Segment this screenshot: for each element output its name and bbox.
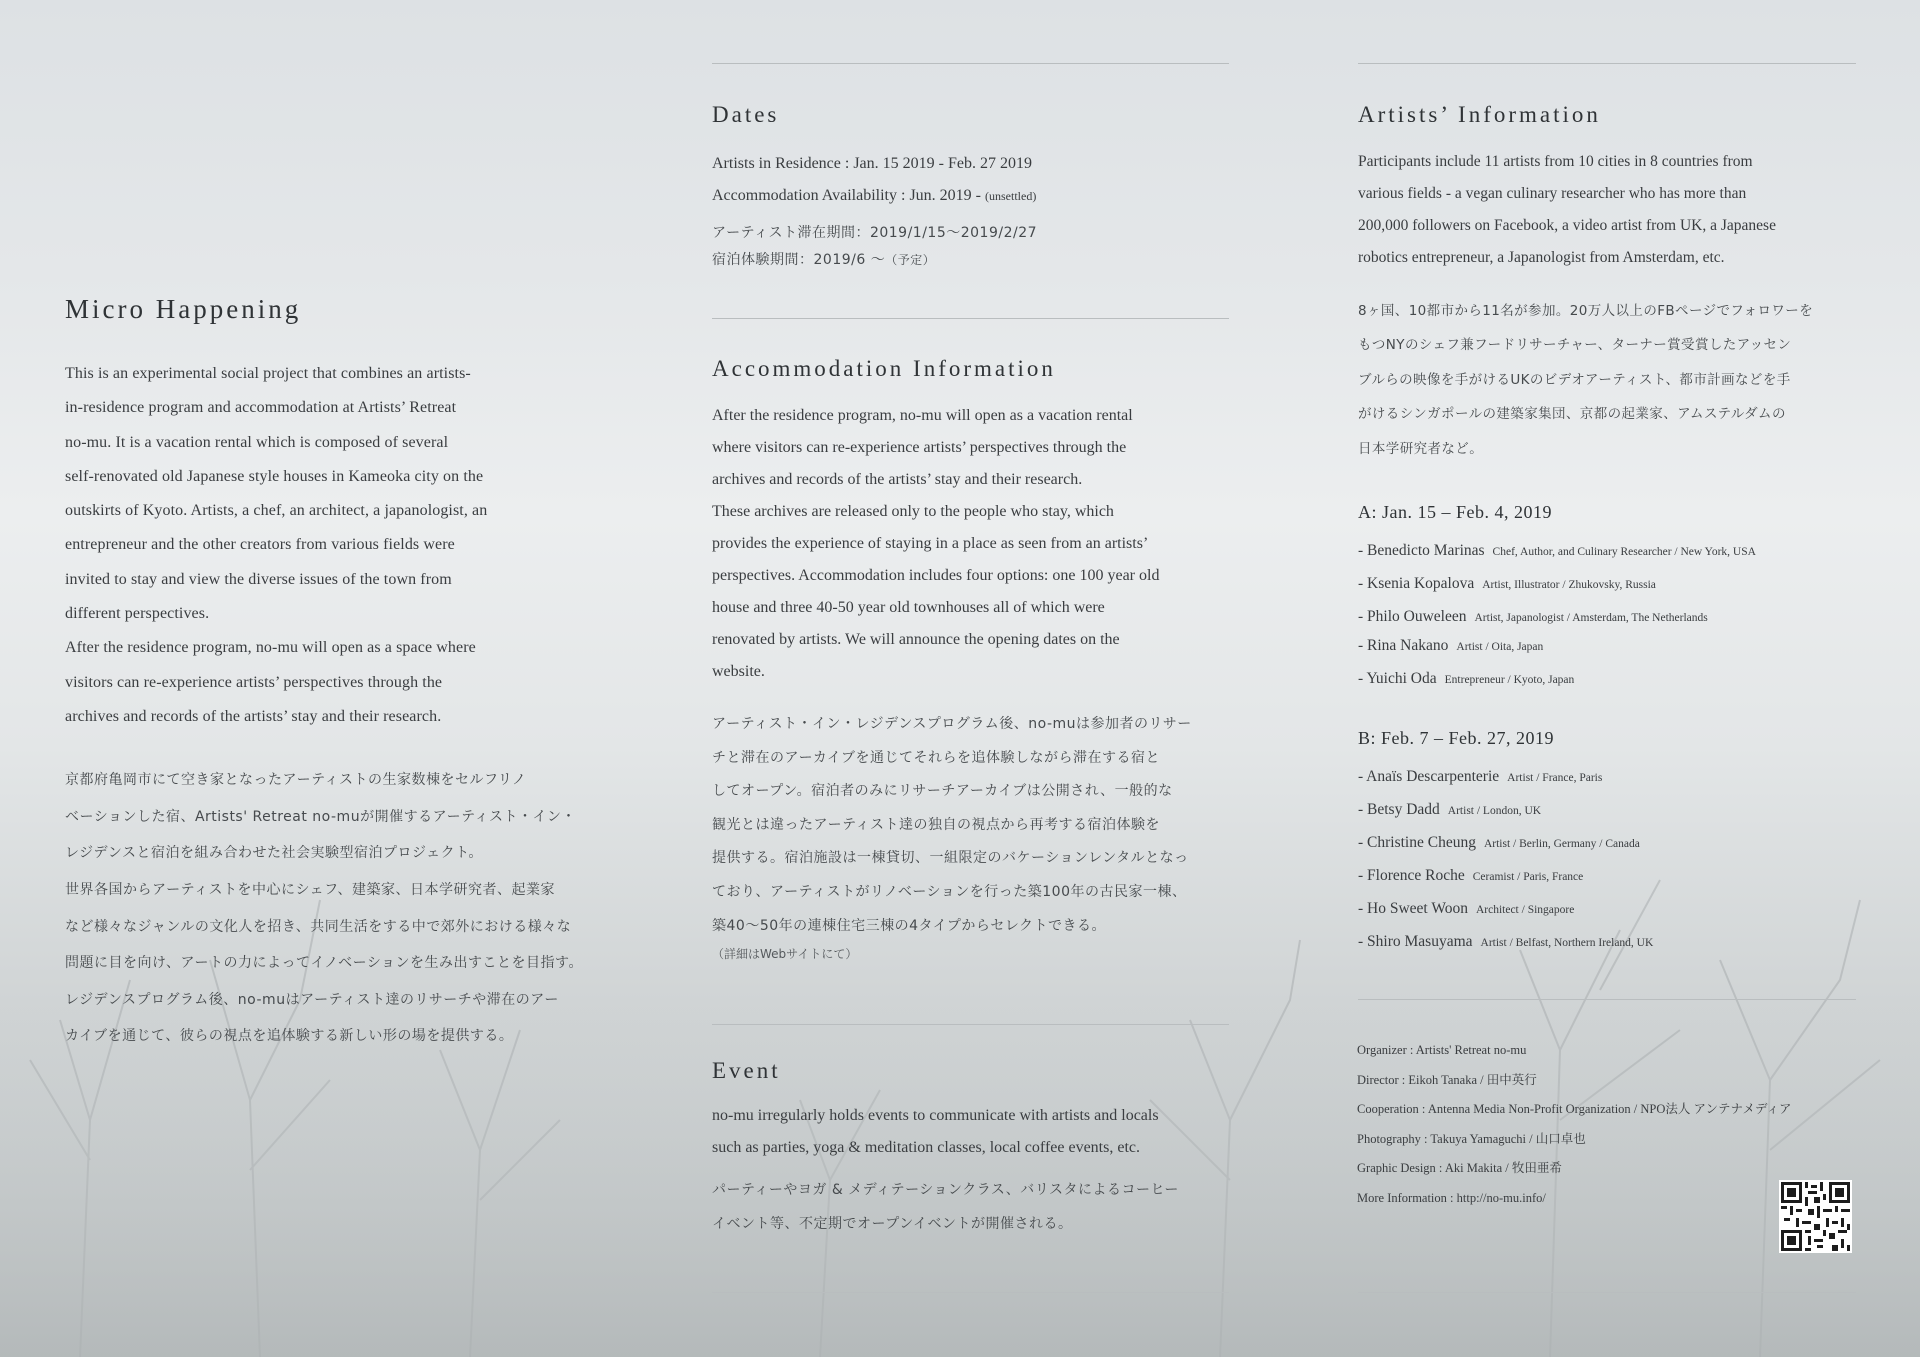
divider <box>712 1024 1229 1025</box>
organizer-credit: Organizer : Artists' Retreat no-mu <box>1357 1043 1527 1057</box>
divider <box>712 1292 1229 1293</box>
text-line: レジデンスプログラム後、no-muはアーティスト達のリサーチや滞在のアー <box>65 991 559 1008</box>
english-description <box>65 357 585 734</box>
group-a <box>1358 502 1878 690</box>
text-line: チと滞在のアーカイブを通じてそれらを追体験しながら滞在する宿と <box>712 749 1160 766</box>
text-line: 京都府亀岡市にて空き家となったアーティストの生家数棟をセルフリノ <box>65 772 527 789</box>
text-line: 築40〜50年の連棟住宅三棟の4タイプからセレクトできる。 <box>712 917 1107 934</box>
accommodation-section <box>712 356 1232 962</box>
section-title: Artists’ Information <box>1358 102 1601 127</box>
text-line: アーティスト・イン・レジデンスプログラム後、no-muは参加者のリサー <box>712 716 1192 732</box>
text-line: 8ヶ国、10都市から11名が参加。20万人以上のFBページでフォロワーを <box>1358 303 1814 319</box>
artist-row: - Anaïs Descarpenterie Artist / France, Paris <box>1358 768 1603 785</box>
text-line: 200,000 followers on Facebook, a video artist from UK, a Japanese <box>1358 217 1776 234</box>
text-line: different perspectives. <box>65 605 210 623</box>
section-title: Micro Happening <box>65 294 302 324</box>
event-section <box>712 1058 1232 1241</box>
micro-happening-section <box>65 294 585 1055</box>
text-line: など様々なジャンルの文化人を招き、共同生活をする中で郊外における様々な <box>65 918 572 935</box>
qr-code-icon[interactable] <box>1779 1180 1852 1253</box>
design-credit: Graphic Design : Aki Makita / 牧田亜希 <box>1357 1161 1562 1176</box>
text-line: no-mu irregularly holds events to communicate with artists and locals <box>712 1107 1159 1124</box>
divider <box>1358 999 1856 1000</box>
text-line: outskirts of Kyoto. Artists, a chef, an architect, a japanologist, an <box>65 502 488 520</box>
accommodation-dates: Accommodation Availability : Jun. 2019 - (unsettled) <box>712 187 1037 204</box>
text-line: 日本学研究者など。 <box>1358 440 1484 457</box>
group-b <box>1358 728 1878 953</box>
text-line: in-residence program and accommodation at Artists’ Retreat <box>65 399 457 417</box>
text-line: visitors can re-experience artists’ perspectives through the <box>65 673 443 691</box>
group-title: B: Feb. 7 – Feb. 27, 2019 <box>1358 728 1555 748</box>
text-line: entrepreneur and the other creators from various fields were <box>65 536 455 554</box>
text-line: ベーションした宿、Artists' Retreat no-muが開催するアーティスト・イン・ <box>65 808 577 825</box>
divider <box>1358 1292 1856 1293</box>
text-line: robotics entrepreneur, a Japanologist from Amsterdam, etc. <box>1358 249 1725 266</box>
text-line: イベント等、不定期でオープンイベントが開催される。 <box>712 1215 1073 1232</box>
text-line: 提供する。宿泊施設は一棟貸切、一組限定のバケーションレンタルとなっ <box>712 850 1189 867</box>
photography-credit: Photography : Takuya Yamaguchi / 山口卓也 <box>1357 1131 1586 1146</box>
text-line: invited to stay and view the diverse issues of the town from <box>65 570 452 588</box>
text-line: レジデンスと宿泊を組み合わせた社会実験型宿泊プロジェクト。 <box>65 845 483 862</box>
text-line: These archives are released only to the people who stay, which <box>712 503 1114 520</box>
group-title: A: Jan. 15 – Feb. 4, 2019 <box>1358 502 1552 522</box>
text-line: 世界各国からアーティストを中心にシェフ、建築家、日本学研究者、起業家 <box>65 882 556 899</box>
divider <box>712 318 1229 319</box>
text-line: renovated by artists. We will announce the opening dates on the <box>712 631 1120 648</box>
text-line: ブルらの映像を手がけるUKのビデオアーティスト、都市計画などを手 <box>1358 371 1791 388</box>
text-line: where visitors can re-experience artists’ perspectives through the <box>712 439 1127 456</box>
artist-row: - Benedicto Marinas Chef, Author, and Culinary Researcher / New York, USA <box>1358 542 1756 559</box>
text-line: such as parties, yoga & meditation classes, local coffee events, etc. <box>712 1139 1140 1156</box>
artist-row: - Ksenia Kopalova Artist, Illustrator / Zhukovsky, Russia <box>1358 575 1656 592</box>
section-title: Dates <box>712 102 780 127</box>
text-line: archives and records of the artists’ stay and their research. <box>712 471 1083 488</box>
artist-row: - Yuichi Oda Entrepreneur / Kyoto, Japan <box>1358 670 1575 687</box>
text-line: もつNYのシェフ兼フードリサーチャー、ターナー賞受賞したアッセン <box>1358 337 1792 354</box>
text-line: archives and records of the artists’ stay and their research. <box>65 707 442 725</box>
text-line: してオープン。宿泊者のみにリサーチアーカイブは公開され、一般的な <box>712 783 1173 800</box>
details-note: （詳細はWebサイトにて） <box>712 947 858 962</box>
more-info-link[interactable]: More Information : http://no-mu.info/ <box>1357 1190 1546 1205</box>
artist-row: - Rina Nakano Artist / Oita, Japan <box>1358 637 1544 654</box>
japanese-description <box>65 762 585 1055</box>
cooperation-credit: Cooperation : Antenna Media Non-Profit Organization / NPO法人 アンテナメディア <box>1357 1102 1792 1117</box>
text-line: no-mu. It is a vacation rental which is composed of several <box>65 433 449 451</box>
artist-row: - Betsy Dadd Artist / London, UK <box>1358 801 1542 818</box>
divider <box>712 63 1229 64</box>
text-line: ており、アーティストがリノベーションを行った築100年の古民家一棟、 <box>712 883 1187 900</box>
text-line: perspectives. Accommodation includes four options: one 100 year old <box>712 567 1160 584</box>
text-line: house and three 40-50 year old townhouses all of which were <box>712 599 1105 616</box>
artist-row: - Florence Roche Ceramist / Paris, France <box>1358 867 1584 884</box>
artist-row: - Philo Ouweleen Artist, Japanologist / Amsterdam, The Netherlands <box>1358 608 1708 625</box>
text-line: provides the experience of staying in a place as seen from an artists’ <box>712 535 1149 552</box>
artist-row: - Christine Cheung Artist / Berlin, Germany / Canada <box>1358 834 1640 851</box>
residence-dates: Artists in Residence : Jan. 15 2019 - Feb. 27 2019 <box>712 155 1032 172</box>
divider <box>1358 63 1856 64</box>
artists-section <box>1358 102 1868 466</box>
artist-row: - Ho Sweet Woon Architect / Singapore <box>1358 900 1575 917</box>
section-title: Event <box>712 1058 781 1083</box>
artist-row: - Shiro Masuyama Artist / Belfast, Northern Ireland, UK <box>1358 933 1654 950</box>
text-line: 問題に目を向け、アートの力によってイノベーションを生み出すことを目指す。 <box>65 955 583 972</box>
dates-section <box>712 102 1232 274</box>
text-line: After the residence program, no-mu will open as a space where <box>65 639 476 657</box>
text-line: After the residence program, no-mu will open as a vacation rental <box>712 407 1133 424</box>
text-line: Participants include 11 artists from 10 cities in 8 countries from <box>1358 153 1753 170</box>
text-line: self-renovated old Japanese style houses in Kameoka city on the <box>65 467 484 485</box>
text-line: 観光とは違ったアーティスト達の独自の視点から再考する宿泊体験を <box>712 816 1160 833</box>
section-title: Accommodation Information <box>712 356 1056 381</box>
accommodation-dates-jp: 宿泊体験期間：2019/6 〜（予定） <box>712 252 936 268</box>
text-line: カイブを通じて、彼らの視点を追体験する新しい形の場を提供する。 <box>65 1028 514 1045</box>
text-line: パーティーやヨガ & メディテーションクラス、バリスタによるコーヒー <box>712 1182 1179 1198</box>
text-line: がけるシンガポールの建築家集団、京都の起業家、アムステルダムの <box>1358 406 1786 423</box>
text-line: This is an experimental social project that combines an artists- <box>65 365 471 382</box>
director-credit: Director : Eikoh Tanaka / 田中英行 <box>1357 1072 1537 1087</box>
text-line: various fields - a vegan culinary researcher who has more than <box>1358 185 1747 202</box>
text-line: website. <box>712 663 765 680</box>
residence-dates-jp: アーティスト滞在期間：2019/1/15〜2019/2/27 <box>712 225 1038 241</box>
